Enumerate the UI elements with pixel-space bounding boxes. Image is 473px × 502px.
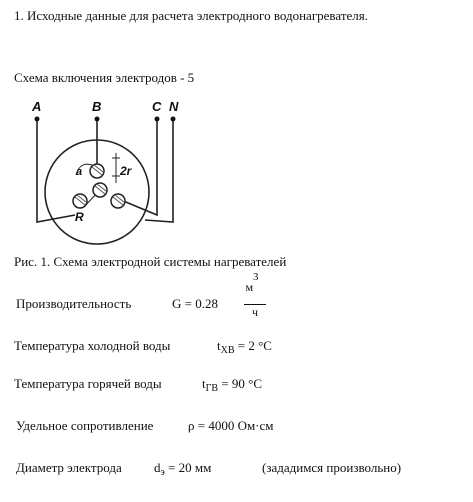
- label-b: B: [92, 99, 102, 114]
- resistivity-value: ρ = 4000 Ом·см: [188, 418, 274, 433]
- hot-symbol: t: [202, 376, 206, 391]
- diameter-symbol: d: [154, 460, 161, 475]
- cold-rest: = 2 °C: [234, 338, 272, 353]
- diameter-rest: = 20 мм: [164, 460, 212, 475]
- label-a: A: [32, 99, 42, 114]
- diameter-value: [154, 460, 211, 478]
- hot-water-value: [202, 376, 262, 394]
- label-2r: 2r: [120, 164, 132, 178]
- label-c: C: [152, 99, 162, 114]
- cold-water-value: [217, 338, 272, 356]
- wire-n: [145, 119, 173, 222]
- hot-subscript: ГВ: [205, 383, 219, 394]
- label-small-a: a: [76, 166, 83, 178]
- cold-symbol: t: [217, 338, 221, 353]
- productivity-unit: [244, 271, 266, 319]
- diameter-subscript: э: [160, 467, 165, 478]
- unit-numerator: м: [245, 280, 254, 294]
- productivity-label: Производительность: [16, 296, 132, 311]
- cold-water-label: Температура холодной воды: [14, 338, 171, 353]
- unit-power: 3: [253, 271, 259, 283]
- productivity-formula: G = 0.28: [172, 296, 218, 311]
- document-heading: 1. Исходные данные для расчета электродного водонагревателя.: [14, 8, 369, 23]
- unit-denominator: ч: [251, 305, 259, 319]
- wire-a: [37, 119, 75, 222]
- label-big-r: R: [75, 210, 84, 224]
- diameter-label: Диаметр электрода: [16, 460, 122, 475]
- resistivity-label: Удельное сопротивление: [16, 418, 154, 433]
- scheme-title: Схема включения электродов - 5: [14, 70, 195, 85]
- figure-caption: Рис. 1. Схема электродной системы нагревателей: [14, 254, 287, 269]
- hot-water-label: Температура горячей воды: [14, 376, 162, 391]
- label-n: N: [169, 99, 179, 114]
- hot-rest: = 90 °C: [218, 376, 263, 391]
- diameter-note: (зададимся произвольно): [262, 460, 402, 475]
- electrode-diagram: [20, 95, 220, 245]
- cold-subscript: ХВ: [220, 345, 235, 356]
